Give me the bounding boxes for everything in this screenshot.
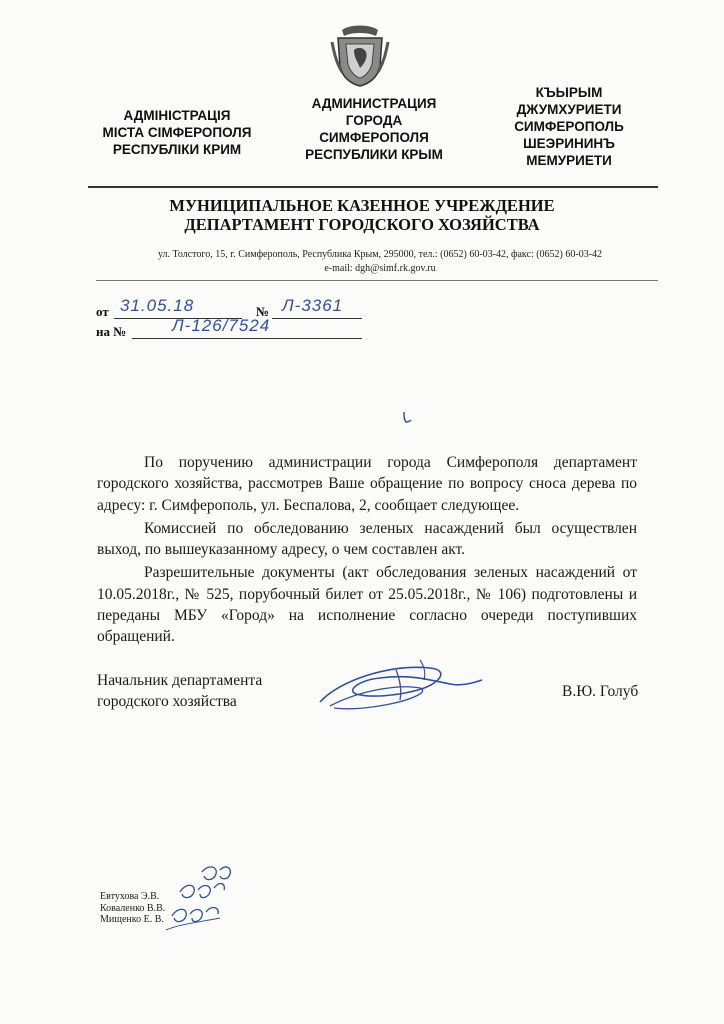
org-name-line2: ДЕПАРТАМЕНТ ГОРОДСКОГО ХОЗЯЙСТВА [184,215,540,234]
executors-list [100,891,165,926]
header-crh-line: СИМФЕРОПОЛЬ [514,119,624,134]
header-crimean-tatar [480,84,658,169]
position-line1: Начальник департамента [97,672,263,689]
header-ukr-line: МІСТА СІМФЕРОПОЛЯ [102,125,252,140]
position-line2: городского хозяйства [97,693,237,710]
header-ukr-line: АДМІНІСТРАЦІЯ [123,108,231,123]
crimea-coat-of-arms-icon [330,22,390,88]
header-crh-line: ШЕЭРИНИНЪ [523,136,615,151]
letter-body [97,452,637,648]
reply-number: Л-126/7524 [172,316,271,335]
from-date: 31.05.18 [120,296,195,315]
header-crh-line: ДЖУМХУРИЕТИ [516,102,622,117]
executor-2: Коваленко В.В. [100,902,166,914]
header-rus-line: ГОРОДА [345,113,403,128]
header-crh-line: МЕМУРИЕТИ [526,153,612,168]
header-divider [88,186,658,188]
header-rus-line: РЕСПУБЛИКИ КРЫМ [305,147,443,162]
address-divider [96,280,658,281]
reply-line [132,338,362,339]
body-paragraph-3: Разрешительные документы (акт обследования зеленых насаждений от 10.05.2018г., № 525, порубочный билет от 25.05.2018г., № 106) подготовлены и переданы МБУ «Город» на исполнение согласно очереди поступивших обращений. [97,564,637,646]
header-ukr-line: РЕСПУБЛІКИ КРИМ [112,142,242,157]
number-label: № [256,304,270,319]
from-label: от [96,304,109,319]
signatory-position [97,670,262,712]
handwritten-signature-icon [300,650,490,720]
header-crh-line: КЪЫРЫМ [535,85,603,100]
header-rus-line: АДМИНИСТРАЦИЯ [311,96,437,111]
body-paragraph-2: Комиссией по обследованию зеленых насаждений был осуществлен выход, по вышеуказанному адресу, о чем составлен акт. [97,519,637,559]
executor-3: Мищенко Е. В. [100,914,164,925]
number-line [272,318,362,319]
executor-initials-icon [160,860,250,940]
header-russian [285,95,463,163]
reply-label: на № [96,324,127,339]
header-ukrainian [88,107,266,158]
org-email: e-mail: dgh@simf.rk.gov.ru [324,263,436,274]
signatory-name: В.Ю. Голуб [562,683,639,700]
header-rus-line: СИМФЕРОПОЛЯ [319,130,429,145]
body-paragraph-1: По поручению администрации города Симферополя департамент городского хозяйства, рассмотрев Ваше обращение по вопросу сноса дерева по адресу: г. Симферополь, ул. Беспалова, 2, сообщает следующее. [97,454,637,514]
executor-1: Евтухова Э.В. [100,891,160,902]
outgoing-number: Л-3361 [282,296,344,315]
handwritten-mark-icon [400,410,414,424]
org-name-line1: МУНИЦИПАЛЬНОЕ КАЗЕННОЕ УЧРЕЖДЕНИЕ [169,196,555,215]
org-address: ул. Толстого, 15, г. Симферополь, Республика Крым, 295000, тел.: (0652) 60-03-42, факс: (0652) 60-03-42 [157,249,603,260]
